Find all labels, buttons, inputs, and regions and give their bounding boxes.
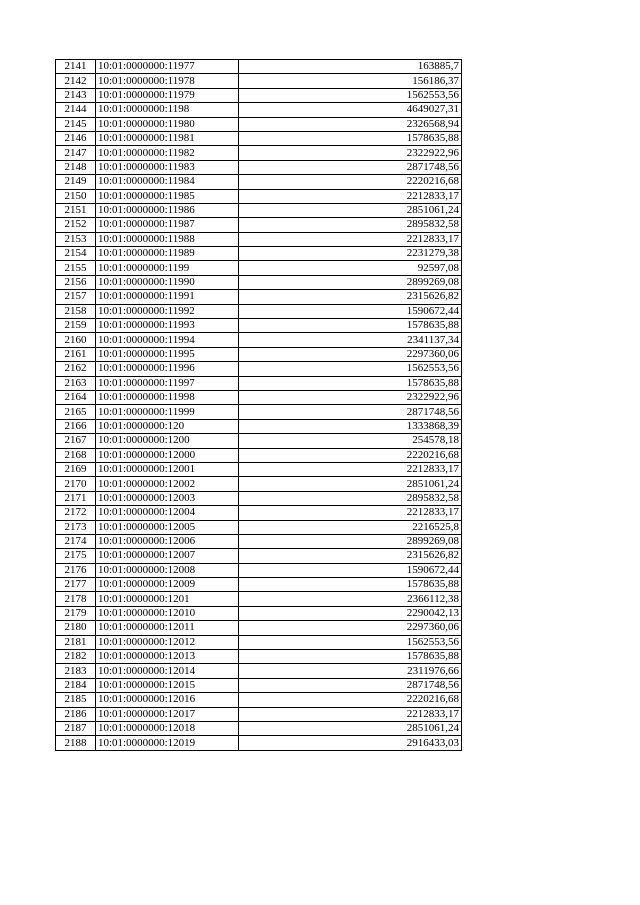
row-number-cell: 2166 [56,419,96,433]
row-number-cell: 2154 [56,247,96,261]
row-number-cell: 2179 [56,606,96,620]
value-cell: 1578635,88 [239,131,462,145]
value-cell: 2871748,56 [239,405,462,419]
row-number-cell: 2185 [56,693,96,707]
value-cell: 1562553,56 [239,362,462,376]
row-number-cell: 2143 [56,88,96,102]
cadastral-number-cell: 10:01:0000000:12011 [96,621,239,635]
value-cell: 2871748,56 [239,678,462,692]
cadastral-number-cell: 10:01:0000000:12018 [96,721,239,735]
value-cell: 2212833,17 [239,506,462,520]
value-cell: 2851061,24 [239,203,462,217]
row-number-cell: 2180 [56,621,96,635]
value-cell: 2297360,06 [239,347,462,361]
table-row [56,347,462,361]
row-number-cell: 2167 [56,434,96,448]
value-cell: 2231279,38 [239,247,462,261]
cadastral-number-cell: 10:01:0000000:12004 [96,506,239,520]
value-cell: 2916433,03 [239,736,462,750]
row-number-cell: 2142 [56,74,96,88]
value-cell: 2341137,34 [239,333,462,347]
row-number-cell: 2157 [56,290,96,304]
table-row [56,635,462,649]
table-row [56,146,462,160]
row-number-cell: 2151 [56,203,96,217]
value-cell: 2322922,96 [239,390,462,404]
row-number-cell: 2164 [56,390,96,404]
cadastral-number-cell: 10:01:0000000:11983 [96,160,239,174]
table-row [56,103,462,117]
table-row [56,319,462,333]
value-cell: 2220216,68 [239,175,462,189]
row-number-cell: 2149 [56,175,96,189]
value-cell: 2315626,82 [239,290,462,304]
table-row [56,419,462,433]
row-number-cell: 2168 [56,448,96,462]
value-cell: 2851061,24 [239,477,462,491]
cadastral-number-cell: 10:01:0000000:11995 [96,347,239,361]
cadastral-number-cell: 10:01:0000000:12016 [96,693,239,707]
table-row [56,534,462,548]
table-row [56,578,462,592]
value-cell: 2326568,94 [239,117,462,131]
cadastral-number-cell: 10:01:0000000:11989 [96,247,239,261]
cadastral-number-cell: 10:01:0000000:12001 [96,462,239,476]
row-number-cell: 2155 [56,261,96,275]
table-row [56,232,462,246]
value-cell: 1578635,88 [239,376,462,390]
cadastral-number-cell: 10:01:0000000:11981 [96,131,239,145]
row-number-cell: 2144 [56,103,96,117]
cadastral-number-cell: 10:01:0000000:11998 [96,390,239,404]
table-row [56,117,462,131]
row-number-cell: 2184 [56,678,96,692]
value-cell: 1578635,88 [239,319,462,333]
row-number-cell: 2187 [56,721,96,735]
value-cell: 2851061,24 [239,721,462,735]
table-row [56,650,462,664]
table-row [56,275,462,289]
table-row [56,218,462,232]
table-row [56,333,462,347]
value-cell: 92597,08 [239,261,462,275]
cadastral-number-cell: 10:01:0000000:11994 [96,333,239,347]
cadastral-number-cell: 10:01:0000000:1199 [96,261,239,275]
table-row [56,376,462,390]
row-number-cell: 2171 [56,491,96,505]
row-number-cell: 2163 [56,376,96,390]
table-row [56,549,462,563]
cadastral-number-cell: 10:01:0000000:12019 [96,736,239,750]
cadastral-number-cell: 10:01:0000000:11978 [96,74,239,88]
value-cell: 1578635,88 [239,578,462,592]
cadastral-number-cell: 10:01:0000000:1198 [96,103,239,117]
cadastral-number-cell: 10:01:0000000:11987 [96,218,239,232]
cadastral-number-cell: 10:01:0000000:12008 [96,563,239,577]
table-row [56,693,462,707]
value-cell: 2899269,08 [239,534,462,548]
cadastral-number-cell: 10:01:0000000:12007 [96,549,239,563]
value-cell: 163885,7 [239,60,462,74]
cadastral-number-cell: 10:01:0000000:11982 [96,146,239,160]
value-cell: 2311976,66 [239,664,462,678]
row-number-cell: 2158 [56,304,96,318]
value-cell: 2899269,08 [239,275,462,289]
table-row [56,506,462,520]
cadastral-number-cell: 10:01:0000000:11980 [96,117,239,131]
table-row [56,88,462,102]
value-cell: 2895832,58 [239,218,462,232]
cadastral-number-cell: 10:01:0000000:11986 [96,203,239,217]
cadastral-number-cell: 10:01:0000000:11990 [96,275,239,289]
table-row [56,189,462,203]
cadastral-number-cell: 10:01:0000000:12017 [96,707,239,721]
value-cell: 2216525,8 [239,520,462,534]
cadastral-number-cell: 10:01:0000000:11997 [96,376,239,390]
row-number-cell: 2152 [56,218,96,232]
value-cell: 2220216,68 [239,693,462,707]
row-number-cell: 2188 [56,736,96,750]
value-cell: 1578635,88 [239,650,462,664]
cadastral-number-cell: 10:01:0000000:11996 [96,362,239,376]
table-row [56,390,462,404]
row-number-cell: 2186 [56,707,96,721]
cadastral-number-cell: 10:01:0000000:12003 [96,491,239,505]
value-cell: 156186,37 [239,74,462,88]
cadastral-number-cell: 10:01:0000000:1200 [96,434,239,448]
row-number-cell: 2156 [56,275,96,289]
cadastral-number-cell: 10:01:0000000:1201 [96,592,239,606]
table-row [56,491,462,505]
row-number-cell: 2178 [56,592,96,606]
table-row [56,462,462,476]
cadastral-number-cell: 10:01:0000000:11992 [96,304,239,318]
table-row [56,247,462,261]
row-number-cell: 2169 [56,462,96,476]
value-cell: 2366112,38 [239,592,462,606]
row-number-cell: 2141 [56,60,96,74]
value-cell: 1590672,44 [239,304,462,318]
table-row [56,664,462,678]
table-row [56,448,462,462]
table-row [56,74,462,88]
row-number-cell: 2161 [56,347,96,361]
row-number-cell: 2165 [56,405,96,419]
table-row [56,203,462,217]
row-number-cell: 2177 [56,578,96,592]
cadastral-number-cell: 10:01:0000000:11984 [96,175,239,189]
table-row [56,563,462,577]
value-cell: 1562553,56 [239,635,462,649]
cadastral-number-cell: 10:01:0000000:12005 [96,520,239,534]
cadastral-number-cell: 10:01:0000000:12002 [96,477,239,491]
table-row [56,477,462,491]
value-cell: 2220216,68 [239,448,462,462]
table-row [56,175,462,189]
table-row [56,160,462,174]
value-cell: 2322922,96 [239,146,462,160]
table-row [56,261,462,275]
table-row [56,520,462,534]
cadastral-number-cell: 10:01:0000000:12015 [96,678,239,692]
cadastral-number-cell: 10:01:0000000:120 [96,419,239,433]
value-cell: 1590672,44 [239,563,462,577]
data-table [55,59,462,751]
row-number-cell: 2145 [56,117,96,131]
value-cell: 2212833,17 [239,462,462,476]
row-number-cell: 2173 [56,520,96,534]
table-row [56,592,462,606]
row-number-cell: 2147 [56,146,96,160]
table-row [56,606,462,620]
cadastral-number-cell: 10:01:0000000:12012 [96,635,239,649]
cadastral-number-cell: 10:01:0000000:11988 [96,232,239,246]
row-number-cell: 2148 [56,160,96,174]
value-cell: 2212833,17 [239,189,462,203]
cadastral-number-cell: 10:01:0000000:11993 [96,319,239,333]
row-number-cell: 2146 [56,131,96,145]
cadastral-number-cell: 10:01:0000000:12000 [96,448,239,462]
row-number-cell: 2182 [56,650,96,664]
value-cell: 2290042,13 [239,606,462,620]
row-number-cell: 2159 [56,319,96,333]
table-row [56,621,462,635]
table-row [56,736,462,750]
row-number-cell: 2153 [56,232,96,246]
cadastral-number-cell: 10:01:0000000:12010 [96,606,239,620]
table-row [56,678,462,692]
data-table-body [56,60,462,751]
cadastral-number-cell: 10:01:0000000:11979 [96,88,239,102]
row-number-cell: 2170 [56,477,96,491]
cadastral-number-cell: 10:01:0000000:12009 [96,578,239,592]
table-row [56,304,462,318]
value-cell: 2212833,17 [239,707,462,721]
cadastral-number-cell: 10:01:0000000:11985 [96,189,239,203]
value-cell: 2895832,58 [239,491,462,505]
row-number-cell: 2183 [56,664,96,678]
cadastral-number-cell: 10:01:0000000:11991 [96,290,239,304]
table-row [56,131,462,145]
table-row [56,60,462,74]
value-cell: 2871748,56 [239,160,462,174]
cadastral-number-cell: 10:01:0000000:12006 [96,534,239,548]
value-cell: 2315626,82 [239,549,462,563]
row-number-cell: 2160 [56,333,96,347]
value-cell: 1333868,39 [239,419,462,433]
table-row [56,721,462,735]
value-cell: 1562553,56 [239,88,462,102]
row-number-cell: 2174 [56,534,96,548]
table-row [56,290,462,304]
value-cell: 4649027,31 [239,103,462,117]
row-number-cell: 2175 [56,549,96,563]
cadastral-number-cell: 10:01:0000000:11977 [96,60,239,74]
table-row [56,434,462,448]
value-cell: 2212833,17 [239,232,462,246]
row-number-cell: 2181 [56,635,96,649]
table-row [56,707,462,721]
table-row [56,362,462,376]
cadastral-number-cell: 10:01:0000000:11999 [96,405,239,419]
row-number-cell: 2150 [56,189,96,203]
row-number-cell: 2162 [56,362,96,376]
table-row [56,405,462,419]
value-cell: 254578,18 [239,434,462,448]
cadastral-number-cell: 10:01:0000000:12014 [96,664,239,678]
cadastral-number-cell: 10:01:0000000:12013 [96,650,239,664]
row-number-cell: 2176 [56,563,96,577]
row-number-cell: 2172 [56,506,96,520]
value-cell: 2297360,06 [239,621,462,635]
